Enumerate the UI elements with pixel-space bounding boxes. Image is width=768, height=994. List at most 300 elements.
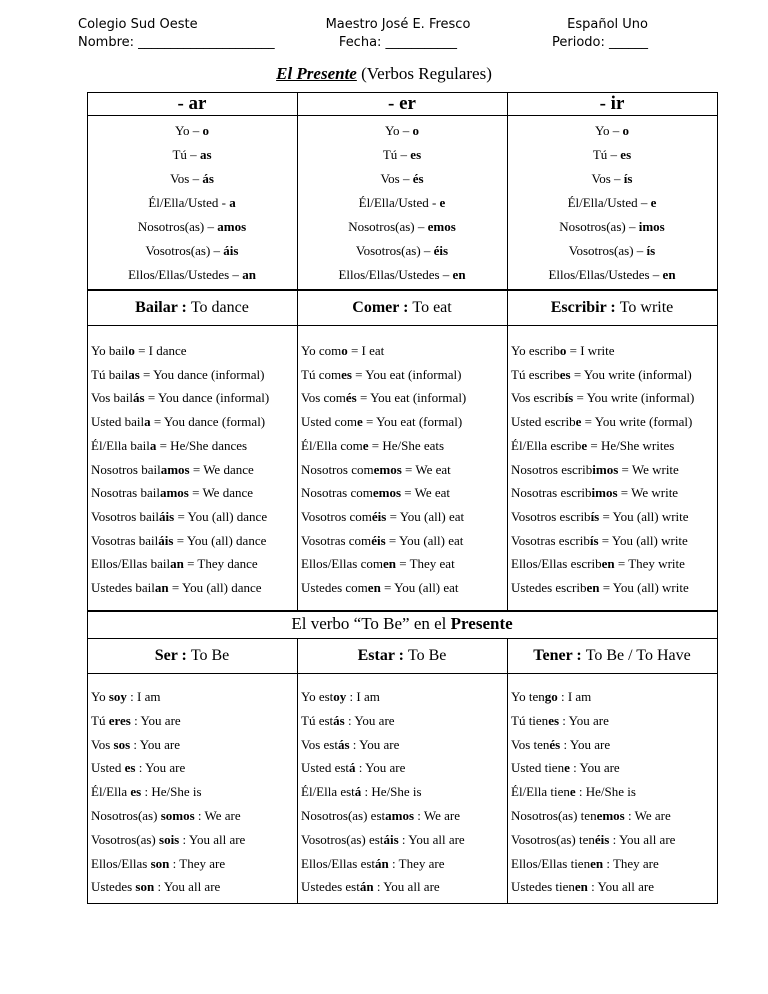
ending-text: e xyxy=(581,437,588,453)
cell-text: : You all are xyxy=(609,831,676,847)
ending-text: en xyxy=(590,855,604,871)
endings-row xyxy=(87,263,717,287)
ending-text: o xyxy=(341,343,348,358)
cell-text: Nosotros(as) – xyxy=(348,219,428,234)
table-cell xyxy=(87,143,297,167)
cell-text: Él/Ella est xyxy=(301,784,355,800)
example-row xyxy=(87,529,717,553)
cell-text: = You (all) eat xyxy=(385,532,464,548)
cell-text: = You (all) eat xyxy=(386,508,465,524)
cell-text: Él/Ella bail xyxy=(91,437,150,453)
cell-text: Usted escrib xyxy=(511,414,576,430)
ending-text: amos xyxy=(159,485,189,501)
ending-text: e xyxy=(439,195,446,210)
to-be-header-tener-verb: Tener : xyxy=(533,647,586,664)
cell-text: = You dance (informal) xyxy=(139,366,265,382)
table-cell xyxy=(297,804,507,828)
cell-text: Nosotros(as) ten xyxy=(511,808,597,823)
cell-text: Ellos/Ellas tien xyxy=(511,855,591,871)
table-cell xyxy=(297,685,507,709)
ending-text: éis xyxy=(594,831,610,847)
cell-text: Tú – xyxy=(592,147,621,162)
endings-header-er: - er xyxy=(388,93,416,114)
cell-text: Ellos/Ellas escrib xyxy=(511,556,602,572)
cell-text: Vos ten xyxy=(511,736,550,752)
endings-row xyxy=(87,167,717,191)
to-be-row xyxy=(87,733,717,757)
ending-text: sois xyxy=(159,831,180,847)
ending-text: es xyxy=(410,147,422,162)
table-cell xyxy=(297,191,507,215)
table-cell xyxy=(297,481,507,505)
ending-text: e xyxy=(362,437,369,453)
ending-text: ás xyxy=(133,390,145,406)
cell-text: Nosotros(as) – xyxy=(137,219,218,234)
cell-text: : We are xyxy=(194,808,241,823)
cell-text: Él/Ella com xyxy=(301,437,363,453)
ending-text: son xyxy=(135,879,155,895)
cell-text: : He/She is xyxy=(361,784,422,800)
ending-text: éis xyxy=(433,243,449,258)
ending-text: és xyxy=(412,171,424,186)
table-cell xyxy=(297,119,507,143)
cell-text: : You are xyxy=(559,712,609,728)
cell-text: = You eat (informal) xyxy=(351,366,462,382)
table-cell xyxy=(507,386,717,410)
cell-text: : I am xyxy=(346,689,380,704)
ending-text: an xyxy=(154,580,169,595)
cell-text: Ellos/Ellas xyxy=(91,855,151,871)
cell-text: Nosotros com xyxy=(301,461,374,477)
table-cell xyxy=(87,576,297,600)
cell-text: Él/Ella/Usted - xyxy=(148,195,230,210)
ending-text: amos xyxy=(217,219,247,234)
ending-text: amos xyxy=(385,808,415,823)
table-cell xyxy=(87,505,297,529)
ending-text: as xyxy=(128,366,140,382)
ending-text: o xyxy=(412,123,420,138)
ending-text: ás xyxy=(202,171,214,186)
cell-text: : We are xyxy=(624,808,671,823)
cell-text: Vos – xyxy=(380,171,413,186)
cell-text: = We dance xyxy=(189,461,254,477)
cell-text: : He/She is xyxy=(575,784,636,800)
cell-text: Él/Ella escrib xyxy=(511,437,582,453)
examples-header-bailar-meaning: To dance xyxy=(190,299,249,316)
table-cell xyxy=(297,410,507,434)
cell-text: Tú – xyxy=(382,147,411,162)
cell-text: = He/She writes xyxy=(587,437,675,453)
table-cell xyxy=(507,875,717,899)
endings-row xyxy=(87,215,717,239)
table-cell xyxy=(507,143,717,167)
to-be-row xyxy=(87,709,717,733)
to-be-section-title xyxy=(87,612,717,636)
ending-text: en xyxy=(601,556,615,572)
cell-text: Tú com xyxy=(301,366,342,382)
cell-text: : I am xyxy=(126,689,161,704)
cell-text: : They are xyxy=(603,855,659,871)
cell-text: Vos – xyxy=(591,171,624,186)
table-cell xyxy=(297,552,507,576)
ending-text: an xyxy=(170,556,184,572)
table-cell xyxy=(507,339,717,363)
cell-text: Ustedes tien xyxy=(511,879,575,895)
table-cell xyxy=(87,552,297,576)
table-cell xyxy=(297,852,507,876)
ending-text: en xyxy=(367,580,381,595)
table-cell xyxy=(87,434,297,458)
cell-text: = We eat xyxy=(401,485,451,501)
cell-text: Nosotras com xyxy=(301,485,373,501)
header-right xyxy=(520,16,648,52)
cell-text: : You are xyxy=(560,736,611,752)
table-cell xyxy=(297,434,507,458)
cell-text: Él/Ella tien xyxy=(511,784,570,800)
cell-text: Vosotras bail xyxy=(91,532,159,548)
cell-text: Yo com xyxy=(301,343,342,358)
ending-text: ís xyxy=(590,508,600,524)
table-cell xyxy=(507,852,717,876)
examples-header-comer xyxy=(297,290,507,325)
ending-text: a xyxy=(229,195,236,210)
example-row xyxy=(87,552,717,576)
to-be-header-tener-meaning: To Be / To Have xyxy=(585,647,691,664)
cell-text: Yo xyxy=(91,689,109,704)
ending-text: es xyxy=(548,712,560,728)
course-name: Español Uno xyxy=(567,17,648,32)
cell-text: : You are xyxy=(130,712,181,728)
ending-text: á xyxy=(349,760,356,776)
to-be-header-rule xyxy=(87,673,717,674)
ending-text: es xyxy=(130,784,142,800)
ending-text: emos xyxy=(427,219,456,234)
cell-text: : You are xyxy=(344,712,395,728)
cell-text: Yo – xyxy=(384,123,413,138)
cell-text: Usted est xyxy=(301,760,350,776)
table-cell xyxy=(297,756,507,780)
ending-text: és xyxy=(345,390,357,406)
cell-text: Vosotros(as) – xyxy=(145,243,224,258)
examples-header-escribir xyxy=(507,290,717,325)
cell-text: = You (all) dance xyxy=(168,580,262,595)
cell-text: Nosotros(as) – xyxy=(559,219,639,234)
ending-text: e xyxy=(569,784,576,800)
ending-text: en xyxy=(586,580,600,595)
cell-text: = You (all) eat xyxy=(380,580,459,595)
ending-text: an xyxy=(242,267,256,282)
table-cell xyxy=(87,685,297,709)
ending-text: as xyxy=(199,147,212,162)
table-cell xyxy=(507,363,717,387)
cell-text: Tú escrib xyxy=(511,366,560,382)
ending-text: imos xyxy=(591,485,618,501)
example-row xyxy=(87,339,717,363)
table-cell xyxy=(507,458,717,482)
endings-header-ar: - ar xyxy=(177,93,207,114)
cell-text: = He/She dances xyxy=(156,437,248,453)
cell-text: Yo – xyxy=(174,123,203,138)
cell-text: Vos escrib xyxy=(511,390,565,406)
cell-text: Vosotros com xyxy=(301,508,372,524)
cell-text: : I am xyxy=(557,689,592,704)
ending-text: e xyxy=(650,195,657,210)
example-row xyxy=(87,576,717,600)
cell-text: Ellos/Ellas/Ustedes – xyxy=(338,267,453,282)
table-cell xyxy=(297,339,507,363)
cell-text: = You eat (formal) xyxy=(362,414,463,430)
to-be-header-ser-meaning: To Be xyxy=(190,647,230,664)
to-be-title-prefix: El verbo “To Be” en el xyxy=(291,614,451,633)
to-be-header-estar xyxy=(297,638,507,673)
cell-text: = I write xyxy=(566,343,615,358)
cell-text: = We write xyxy=(618,461,679,477)
cell-text: Tú est xyxy=(301,712,334,728)
cell-text: Vos xyxy=(91,736,114,752)
ending-text: éis xyxy=(371,508,387,524)
table-cell xyxy=(87,410,297,434)
ending-text: sos xyxy=(113,736,131,752)
cell-text: Vos est xyxy=(301,736,338,752)
ending-text: oy xyxy=(333,689,347,704)
ending-text: ás xyxy=(337,736,350,752)
ending-text: soy xyxy=(108,689,127,704)
cell-text: Vosotros(as) xyxy=(91,831,160,847)
page-title-main: El Presente xyxy=(276,64,357,83)
cell-text: : You all are xyxy=(398,831,465,847)
table-cell xyxy=(507,167,717,191)
cell-text: = They dance xyxy=(183,556,258,572)
ending-text: o xyxy=(559,343,567,358)
cell-text: Usted xyxy=(91,760,125,776)
ending-text: o xyxy=(128,343,135,358)
school-name: Colegio Sud Oeste xyxy=(78,17,198,32)
table-cell xyxy=(297,875,507,899)
cell-text: Yo ten xyxy=(511,689,545,704)
to-be-row xyxy=(87,780,717,804)
page-title-sub: (Verbos Regulares) xyxy=(356,64,492,83)
ending-text: en xyxy=(662,267,676,282)
cell-text: Ustedes est xyxy=(301,879,360,895)
cell-text: Él/Ella xyxy=(91,784,131,800)
cell-text: : You all are xyxy=(373,879,440,895)
ending-text: en xyxy=(574,879,588,895)
table-cell xyxy=(87,167,297,191)
table-cell xyxy=(507,263,717,287)
table-cell xyxy=(87,780,297,804)
ending-text: o xyxy=(202,123,210,138)
examples-header-comer-meaning: To eat xyxy=(412,299,452,316)
cell-text: = You eat (informal) xyxy=(356,390,467,406)
cell-text: : We are xyxy=(414,808,461,823)
cell-text: Vos com xyxy=(301,390,346,406)
ending-text: amos xyxy=(160,461,190,477)
example-row xyxy=(87,410,717,434)
cell-text: Vosotras com xyxy=(301,532,372,548)
teacher-name: Maestro José E. Fresco xyxy=(325,17,471,32)
cell-text: Vosotros bail xyxy=(91,508,160,524)
cell-text: : He/She is xyxy=(141,784,202,800)
ending-text: e xyxy=(575,414,582,430)
cell-text: Vosotros(as) est xyxy=(301,831,384,847)
table-cell xyxy=(87,119,297,143)
cell-text: = He/She eats xyxy=(368,437,445,453)
table-cell xyxy=(87,458,297,482)
cell-text: Vosotros(as) ten xyxy=(511,831,595,847)
table-cell xyxy=(297,167,507,191)
table-cell xyxy=(507,828,717,852)
table-cell xyxy=(87,263,297,287)
ending-text: e xyxy=(356,414,363,430)
to-be-title-bold: Presente xyxy=(450,614,513,633)
example-row xyxy=(87,481,717,505)
cell-text: : You are xyxy=(135,760,186,776)
ending-text: a xyxy=(144,414,151,430)
table-cell xyxy=(507,576,717,600)
table-cell xyxy=(87,804,297,828)
ending-text: ís xyxy=(623,171,633,186)
examples-header-comer-verb: Comer : xyxy=(352,299,413,316)
cell-text: Tú – xyxy=(172,147,200,162)
cell-text: Nosotros bail xyxy=(91,461,161,477)
to-be-row xyxy=(87,828,717,852)
cell-text: : You all are xyxy=(587,879,654,895)
example-row xyxy=(87,434,717,458)
endings-row xyxy=(87,119,717,143)
table-cell xyxy=(297,780,507,804)
table-cell xyxy=(507,481,717,505)
cell-text: Tú tien xyxy=(511,712,549,728)
cell-text: Vos bail xyxy=(91,390,134,406)
cell-text: Usted com xyxy=(301,414,357,430)
table-cell xyxy=(297,239,507,263)
table-cell xyxy=(507,552,717,576)
table-cell xyxy=(87,363,297,387)
table-cell xyxy=(297,143,507,167)
cell-text: Nosotros(as) est xyxy=(301,808,386,823)
ending-text: emos xyxy=(372,485,402,501)
cell-text: = They write xyxy=(614,556,685,572)
ending-text: e xyxy=(564,760,570,776)
ending-text: es xyxy=(341,366,352,382)
date-field-label: Fecha: ___________ xyxy=(338,35,458,50)
table-cell xyxy=(87,875,297,899)
table-cell xyxy=(507,239,717,263)
examples-header-escribir-verb: Escribir : xyxy=(550,299,620,316)
header-center xyxy=(278,16,518,52)
table-cell xyxy=(87,529,297,553)
table-cell xyxy=(87,386,297,410)
examples-header-escribir-meaning: To write xyxy=(619,299,674,316)
cell-text: Yo – xyxy=(594,123,623,138)
ending-text: en xyxy=(452,267,466,282)
cell-text: = You (all) dance xyxy=(173,532,267,548)
example-row xyxy=(87,458,717,482)
table-cell xyxy=(297,458,507,482)
ending-text: án xyxy=(359,879,374,895)
cell-text: : They are xyxy=(388,855,445,871)
table-cell xyxy=(507,410,717,434)
cell-text: = We write xyxy=(617,485,679,501)
cell-text: Vosotras escrib xyxy=(511,532,590,548)
cell-text: = You dance (formal) xyxy=(150,414,266,430)
ending-text: án xyxy=(375,855,389,871)
cell-text: = We dance xyxy=(188,485,254,501)
table-cell xyxy=(297,505,507,529)
cell-text: = You write (informal) xyxy=(573,390,695,406)
cell-text: : You are xyxy=(130,736,180,752)
to-be-row xyxy=(87,756,717,780)
endings-header-ir: - ir xyxy=(599,93,625,114)
cell-text: : You all are xyxy=(179,831,246,847)
table-cell xyxy=(507,756,717,780)
example-row xyxy=(87,386,717,410)
to-be-row xyxy=(87,852,717,876)
ending-text: es xyxy=(124,760,136,776)
table-cell xyxy=(297,529,507,553)
cell-text: Ustedes bail xyxy=(91,580,155,595)
table-cell xyxy=(297,363,507,387)
table-cell xyxy=(507,780,717,804)
to-be-header-ser xyxy=(87,638,297,673)
table-cell xyxy=(507,434,717,458)
ending-text: emos xyxy=(596,808,625,823)
table-cell xyxy=(507,804,717,828)
table-cell xyxy=(87,339,297,363)
cell-text: Yo est xyxy=(301,689,334,704)
ending-text: es xyxy=(620,147,632,162)
ending-text: es xyxy=(559,366,571,382)
cell-text: = You (all) write xyxy=(599,508,689,524)
cell-text: Vosotros escrib xyxy=(511,508,591,524)
table-cell xyxy=(87,852,297,876)
to-be-row xyxy=(87,804,717,828)
table-cell xyxy=(507,215,717,239)
cell-text: Yo escrib xyxy=(511,343,560,358)
table-cell xyxy=(87,756,297,780)
table-cell xyxy=(507,505,717,529)
ending-text: go xyxy=(544,689,558,704)
cell-text: = We eat xyxy=(401,461,451,477)
cell-text: Nosotros escrib xyxy=(511,461,593,477)
ending-text: áis xyxy=(383,831,399,847)
cell-text: Él/Ella/Usted - xyxy=(358,195,440,210)
cell-text: Ellos/Ellas/Ustedes – xyxy=(548,267,663,282)
name-field-label: Nombre: _____________________ xyxy=(78,35,275,50)
period-field-label: Periodo: ______ xyxy=(551,35,648,50)
cell-text: Ellos/Ellas bail xyxy=(91,556,171,572)
endings-row xyxy=(87,239,717,263)
table-cell xyxy=(297,733,507,757)
table-cell xyxy=(297,576,507,600)
cell-text: Usted tien xyxy=(511,760,565,776)
cell-text: : You are xyxy=(355,760,406,776)
ending-text: en xyxy=(382,556,396,572)
ending-text: o xyxy=(622,123,630,138)
cell-text: Ellos/Ellas com xyxy=(301,556,383,572)
cell-text: Tú xyxy=(91,712,109,728)
table-cell xyxy=(87,481,297,505)
table-cell xyxy=(87,239,297,263)
cell-text: Tú bail xyxy=(91,366,129,382)
table-cell xyxy=(507,119,717,143)
ending-text: ís xyxy=(646,243,656,258)
ending-text: son xyxy=(150,855,170,871)
to-be-header-estar-meaning: To Be xyxy=(407,647,447,664)
cell-text: = You write (informal) xyxy=(570,366,692,382)
ending-text: somos xyxy=(160,808,195,823)
table-cell xyxy=(297,215,507,239)
